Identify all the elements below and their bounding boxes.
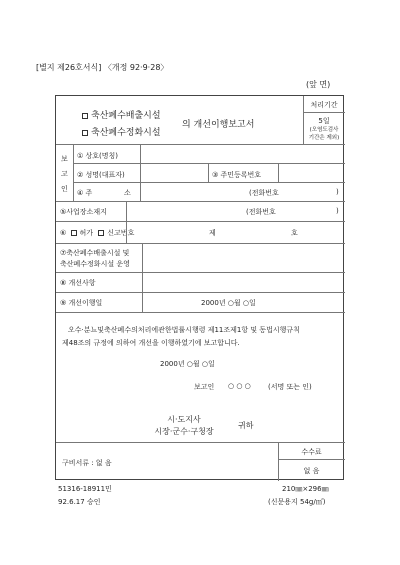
statement-line-1: 오수·분뇨및축산폐수의처리에관한법률시행령 제11조제1항 및 동법시행규칙 bbox=[68, 326, 300, 334]
fee-value: 없 음 bbox=[303, 467, 320, 475]
operator-label-2: 축산폐수정화시설 운영 bbox=[60, 260, 130, 268]
improvement-items-label: ⑧ 개선사항 bbox=[60, 279, 96, 287]
approval-date: 92.6.17 승인 bbox=[58, 498, 101, 506]
fee-label: 수수료 bbox=[301, 448, 322, 456]
required-documents: 구비서류 : 없 음 bbox=[62, 459, 112, 467]
address-phone-close: ) bbox=[336, 188, 339, 196]
address-label: 소 bbox=[124, 189, 131, 197]
site-phone-label: (전화번호 bbox=[246, 208, 276, 216]
page-side-label: (앞 면) bbox=[306, 80, 331, 89]
representative-label: ② 성명(대표자) bbox=[77, 171, 125, 179]
report-form bbox=[55, 95, 344, 480]
site-phone-close: ) bbox=[336, 207, 339, 215]
reporter-name[interactable]: ○ ○ ○ bbox=[228, 382, 251, 390]
title-option-purification: 축산폐수정화시설 bbox=[82, 125, 161, 138]
improvement-date-value[interactable]: 2000년 ○월 ○일 bbox=[201, 299, 256, 307]
permit-number-field[interactable] bbox=[219, 222, 287, 242]
paper-type: (신문용지 54g/㎡) bbox=[268, 498, 326, 506]
permit-no-prefix: 제 bbox=[209, 229, 216, 237]
improvement-items-field[interactable] bbox=[143, 273, 344, 291]
addressee-mayor: 시장·군수·구청장 bbox=[154, 427, 214, 436]
permit-checkbox[interactable] bbox=[71, 230, 77, 236]
site-location-field[interactable] bbox=[127, 202, 237, 220]
site-location-label: ⑤사업장소재지 bbox=[60, 208, 107, 216]
addressee-governor: 시·도지사 bbox=[167, 415, 201, 424]
address-phone-label: (전화번호 bbox=[249, 189, 279, 197]
discharge-checkbox[interactable] bbox=[82, 113, 88, 119]
report-checkbox[interactable] bbox=[98, 230, 104, 236]
improvement-date-label: ⑨ 개선이행일 bbox=[60, 299, 103, 307]
business-name-label: ① 상호(명칭) bbox=[77, 152, 119, 160]
reporter-sign-label: 보고인 bbox=[194, 383, 215, 391]
reporter-label-2: 고 bbox=[61, 170, 68, 178]
resident-number-label: ③ 주민등록번호 bbox=[212, 171, 262, 179]
processing-period-label: 처리기간 bbox=[310, 101, 338, 109]
form-title: 의 개선이행보고서 bbox=[182, 120, 255, 130]
address-field[interactable] bbox=[141, 183, 241, 200]
representative-field[interactable] bbox=[141, 164, 208, 182]
resident-number-field[interactable] bbox=[279, 164, 344, 182]
address-num: ④ 주 bbox=[77, 189, 93, 197]
honorific: 귀하 bbox=[238, 421, 254, 430]
form-number: [별지 제26호서식] 〈개정 92·9·28〉 bbox=[36, 63, 169, 72]
purification-checkbox[interactable] bbox=[82, 130, 88, 136]
operator-label-1: ⑦축산폐수배출시설 및 bbox=[60, 249, 130, 257]
business-name-field[interactable] bbox=[141, 145, 344, 162]
form-code: 51316-18911민 bbox=[58, 485, 112, 493]
signature-field[interactable]: (서명 또는 인) bbox=[268, 383, 312, 391]
report-date[interactable]: 2000년 ○월 ○일 bbox=[160, 360, 215, 368]
statement-line-2: 제48조의 규정에 의하여 개선을 이행하였기에 보고합니다. bbox=[62, 339, 240, 347]
reporter-label-3: 인 bbox=[61, 185, 68, 193]
paper-size: 210㎜×296㎜ bbox=[282, 485, 329, 493]
processing-note-2: 기간은 제외) bbox=[308, 135, 340, 141]
processing-days: 5일 bbox=[318, 117, 330, 125]
reporter-label-1: 보 bbox=[61, 155, 68, 163]
permit-row: ⑥ 허가 신고번호 bbox=[60, 229, 135, 237]
processing-note-1: (오염도검사 bbox=[309, 127, 339, 133]
permit-no-suffix: 호 bbox=[291, 229, 298, 237]
operator-field[interactable] bbox=[143, 244, 344, 271]
title-option-discharge: 축산폐수배출시설 bbox=[82, 108, 161, 121]
